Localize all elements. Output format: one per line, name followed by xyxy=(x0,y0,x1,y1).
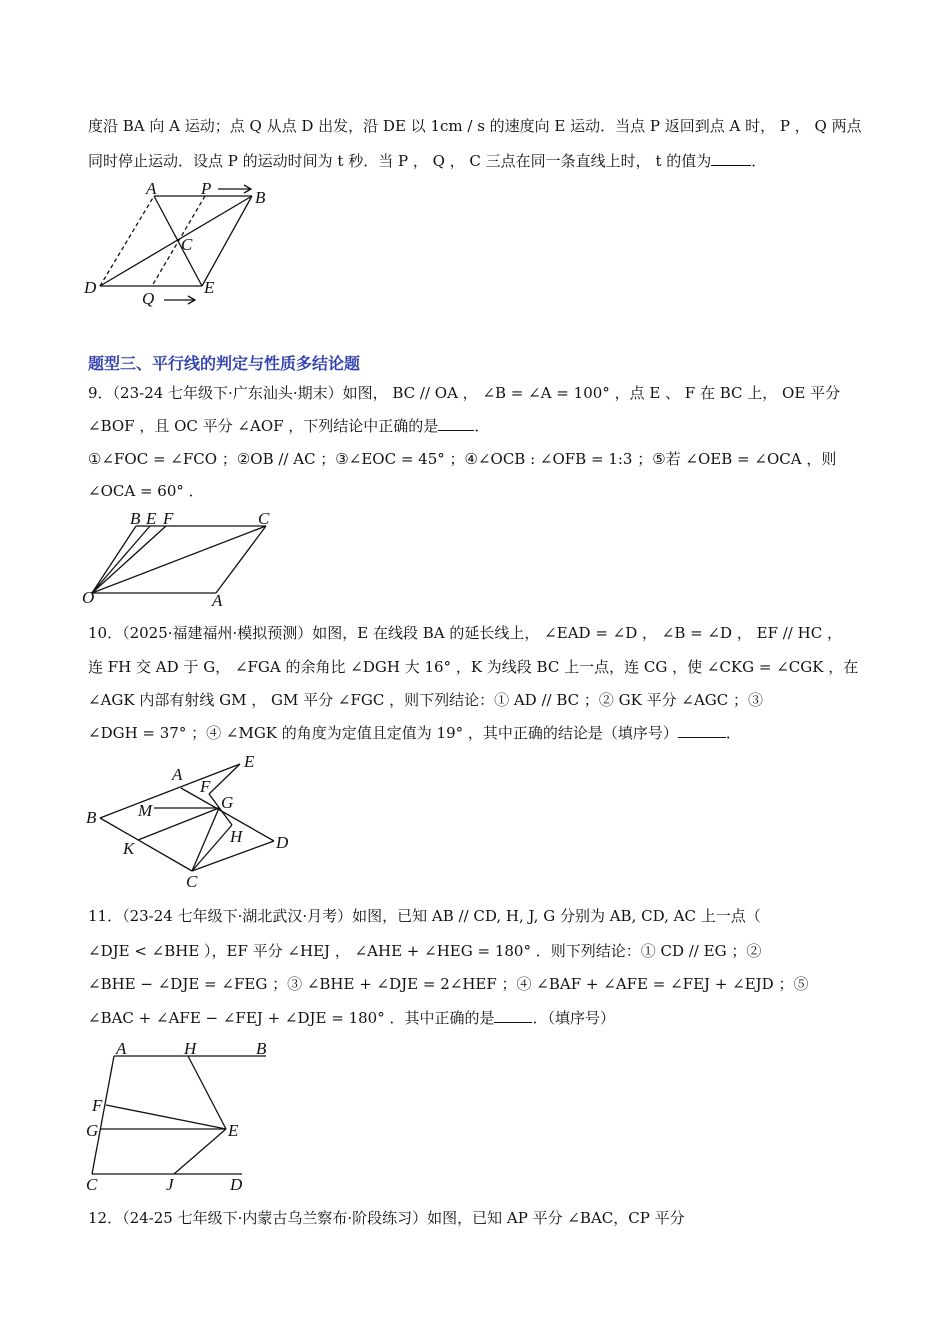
label-A: A xyxy=(146,179,157,198)
problem10-text-line1: 10．（2025·福建福州·模拟预测）如图，E 在线段 BA 的延长线上， ∠EAD = ∠D ， ∠B = ∠D ， EF // HC ， xyxy=(88,624,842,642)
problem11-text-line2: ∠DJE < ∠BHE ），EF 平分 ∠HEJ ， ∠AHE + ∠HEG = 180° ．则下列结论：① CD // EG ；② xyxy=(88,942,762,960)
label-E: E xyxy=(228,1121,239,1140)
label-B: B xyxy=(256,1039,267,1058)
problem9-figure xyxy=(80,508,280,608)
segment-OC xyxy=(92,526,266,593)
label-H: H xyxy=(184,1039,197,1058)
problem12-text-line1: 12．（24-25 七年级下·内蒙古乌兰察布·阶段练习）如图，已知 AP 平分 ∠BAC，CP 平分 xyxy=(88,1209,685,1227)
label-E: E xyxy=(244,752,255,771)
problem9-text-line2-end: ． xyxy=(474,417,490,435)
segment-AC xyxy=(92,1056,114,1174)
label-B: B xyxy=(86,808,97,827)
label-A: A xyxy=(116,1039,127,1058)
problem10-text-line4-body: ∠DGH = 37° ；④ ∠MGK 的角度为定值且定值为 19° ，其中正确的结论是（填序号） xyxy=(88,724,678,742)
label-C: C xyxy=(258,509,270,528)
label-O: O xyxy=(82,588,95,607)
segment-HE xyxy=(188,1056,226,1129)
segment-EJ xyxy=(174,1129,226,1174)
label-F: F xyxy=(163,509,174,528)
problem10-text-line4-end: ． xyxy=(725,724,741,742)
label-D: D xyxy=(230,1175,243,1194)
answer-blank[interactable] xyxy=(711,151,751,166)
segment-DA xyxy=(100,196,154,286)
label-J: J xyxy=(166,1175,174,1194)
problem8-text-line2-body: 同时停止运动．设点 P 的运动时间为 t 秒．当 P ， Q ， C 三点在同一条直线上时， t 的值为 xyxy=(88,152,712,170)
label-F: F xyxy=(92,1096,103,1115)
label-G: G xyxy=(86,1121,99,1140)
segment-OE xyxy=(92,526,150,593)
label-B: B xyxy=(255,188,266,207)
answer-blank[interactable] xyxy=(438,416,474,431)
label-C: C xyxy=(181,235,193,254)
segment-EF xyxy=(209,764,240,794)
problem11-text-line4-body: ∠BAC + ∠AFE − ∠FEJ + ∠DJE = 180° ．其中正确的是 xyxy=(88,1009,495,1027)
problem8-text-line2 xyxy=(88,151,766,171)
segment-DB xyxy=(100,196,252,286)
problem9-text-line2 xyxy=(88,416,489,436)
problem8-text-line1: 度沿 BA 向 A 运动；点 Q 从点 D 出发，沿 DE 以 1cm / s 的速度向 E 运动．当点 P 返回到点 A 时， P ， Q 两点 xyxy=(88,117,862,135)
label-A: A xyxy=(212,591,223,610)
problem10-figure xyxy=(80,750,300,890)
problem8-figure xyxy=(80,180,280,310)
problem10-text-line4 xyxy=(88,723,741,743)
label-C: C xyxy=(186,872,198,891)
problem11-text-line4-end: ．（填序号） xyxy=(532,1009,615,1027)
label-F: F xyxy=(200,777,211,796)
problem11-text-line3: ∠BHE − ∠DJE = ∠FEG ；③ ∠BHE + ∠DJE = 2∠HEF ；④ ∠BAF + ∠AFE = ∠FEJ + ∠EJD ；⑤ xyxy=(88,975,809,993)
problem9-text-line1: 9．（23-24 七年级下·广东汕头·期末）如图， BC // OA ， ∠B = ∠A = 100° ，点 E 、 F 在 BC 上， OE 平分 xyxy=(88,384,841,402)
segment-BC xyxy=(100,818,192,871)
section-title: 题型三、平行线的判定与性质多结论题 xyxy=(88,354,361,373)
answer-blank[interactable] xyxy=(494,1008,532,1023)
problem9-text-line4: ∠OCA = 60° ． xyxy=(88,482,204,500)
problem11-text-line4 xyxy=(88,1008,615,1028)
problem8-text-line2-end: ． xyxy=(751,152,767,170)
problem9-text-line3: ①∠FOC = ∠FCO ；②OB // AC ；③∠EOC = 45° ；④∠OCB : ∠OFB = 1:3 ；⑤若 ∠OEB = ∠OCA ，则 xyxy=(88,450,837,468)
label-P: P xyxy=(201,179,212,198)
label-H: H xyxy=(230,827,243,846)
label-G: G xyxy=(221,793,234,812)
problem9-text-line2-body: ∠BOF ，且 OC 平分 ∠AOF ，下列结论中正确的是 xyxy=(88,417,439,435)
segment-FE xyxy=(106,1105,226,1129)
problem11-text-line1: 11．（23-24 七年级下·湖北武汉·月考）如图，已知 AB // CD, H, J, G 分别为 AB, CD, AC 上一点（ xyxy=(88,907,761,925)
label-Q: Q xyxy=(142,289,155,308)
label-M: M xyxy=(138,801,153,820)
label-B: B xyxy=(130,509,141,528)
label-A: A xyxy=(172,765,183,784)
label-E: E xyxy=(146,509,157,528)
segment-PQ xyxy=(152,196,205,286)
problem10-text-line2: 连 FH 交 AD 于 G， ∠FGA 的余角比 ∠DGH 大 16° ，K 为线段 BC 上一点，连 CG ，使 ∠CKG = ∠CGK ，在 xyxy=(88,658,859,676)
label-C: C xyxy=(86,1175,98,1194)
label-E: E xyxy=(204,278,215,297)
label-D: D xyxy=(276,833,289,852)
problem11-figure xyxy=(80,1036,280,1196)
problem10-text-line3: ∠AGK 内部有射线 GM ， GM 平分 ∠FGC ，则下列结论：① AD // BC ；② GK 平分 ∠AGC ；③ xyxy=(88,691,764,709)
answer-blank[interactable] xyxy=(678,723,726,738)
label-D: D xyxy=(84,278,97,297)
label-K: K xyxy=(123,839,135,858)
segment-EB xyxy=(202,196,252,286)
